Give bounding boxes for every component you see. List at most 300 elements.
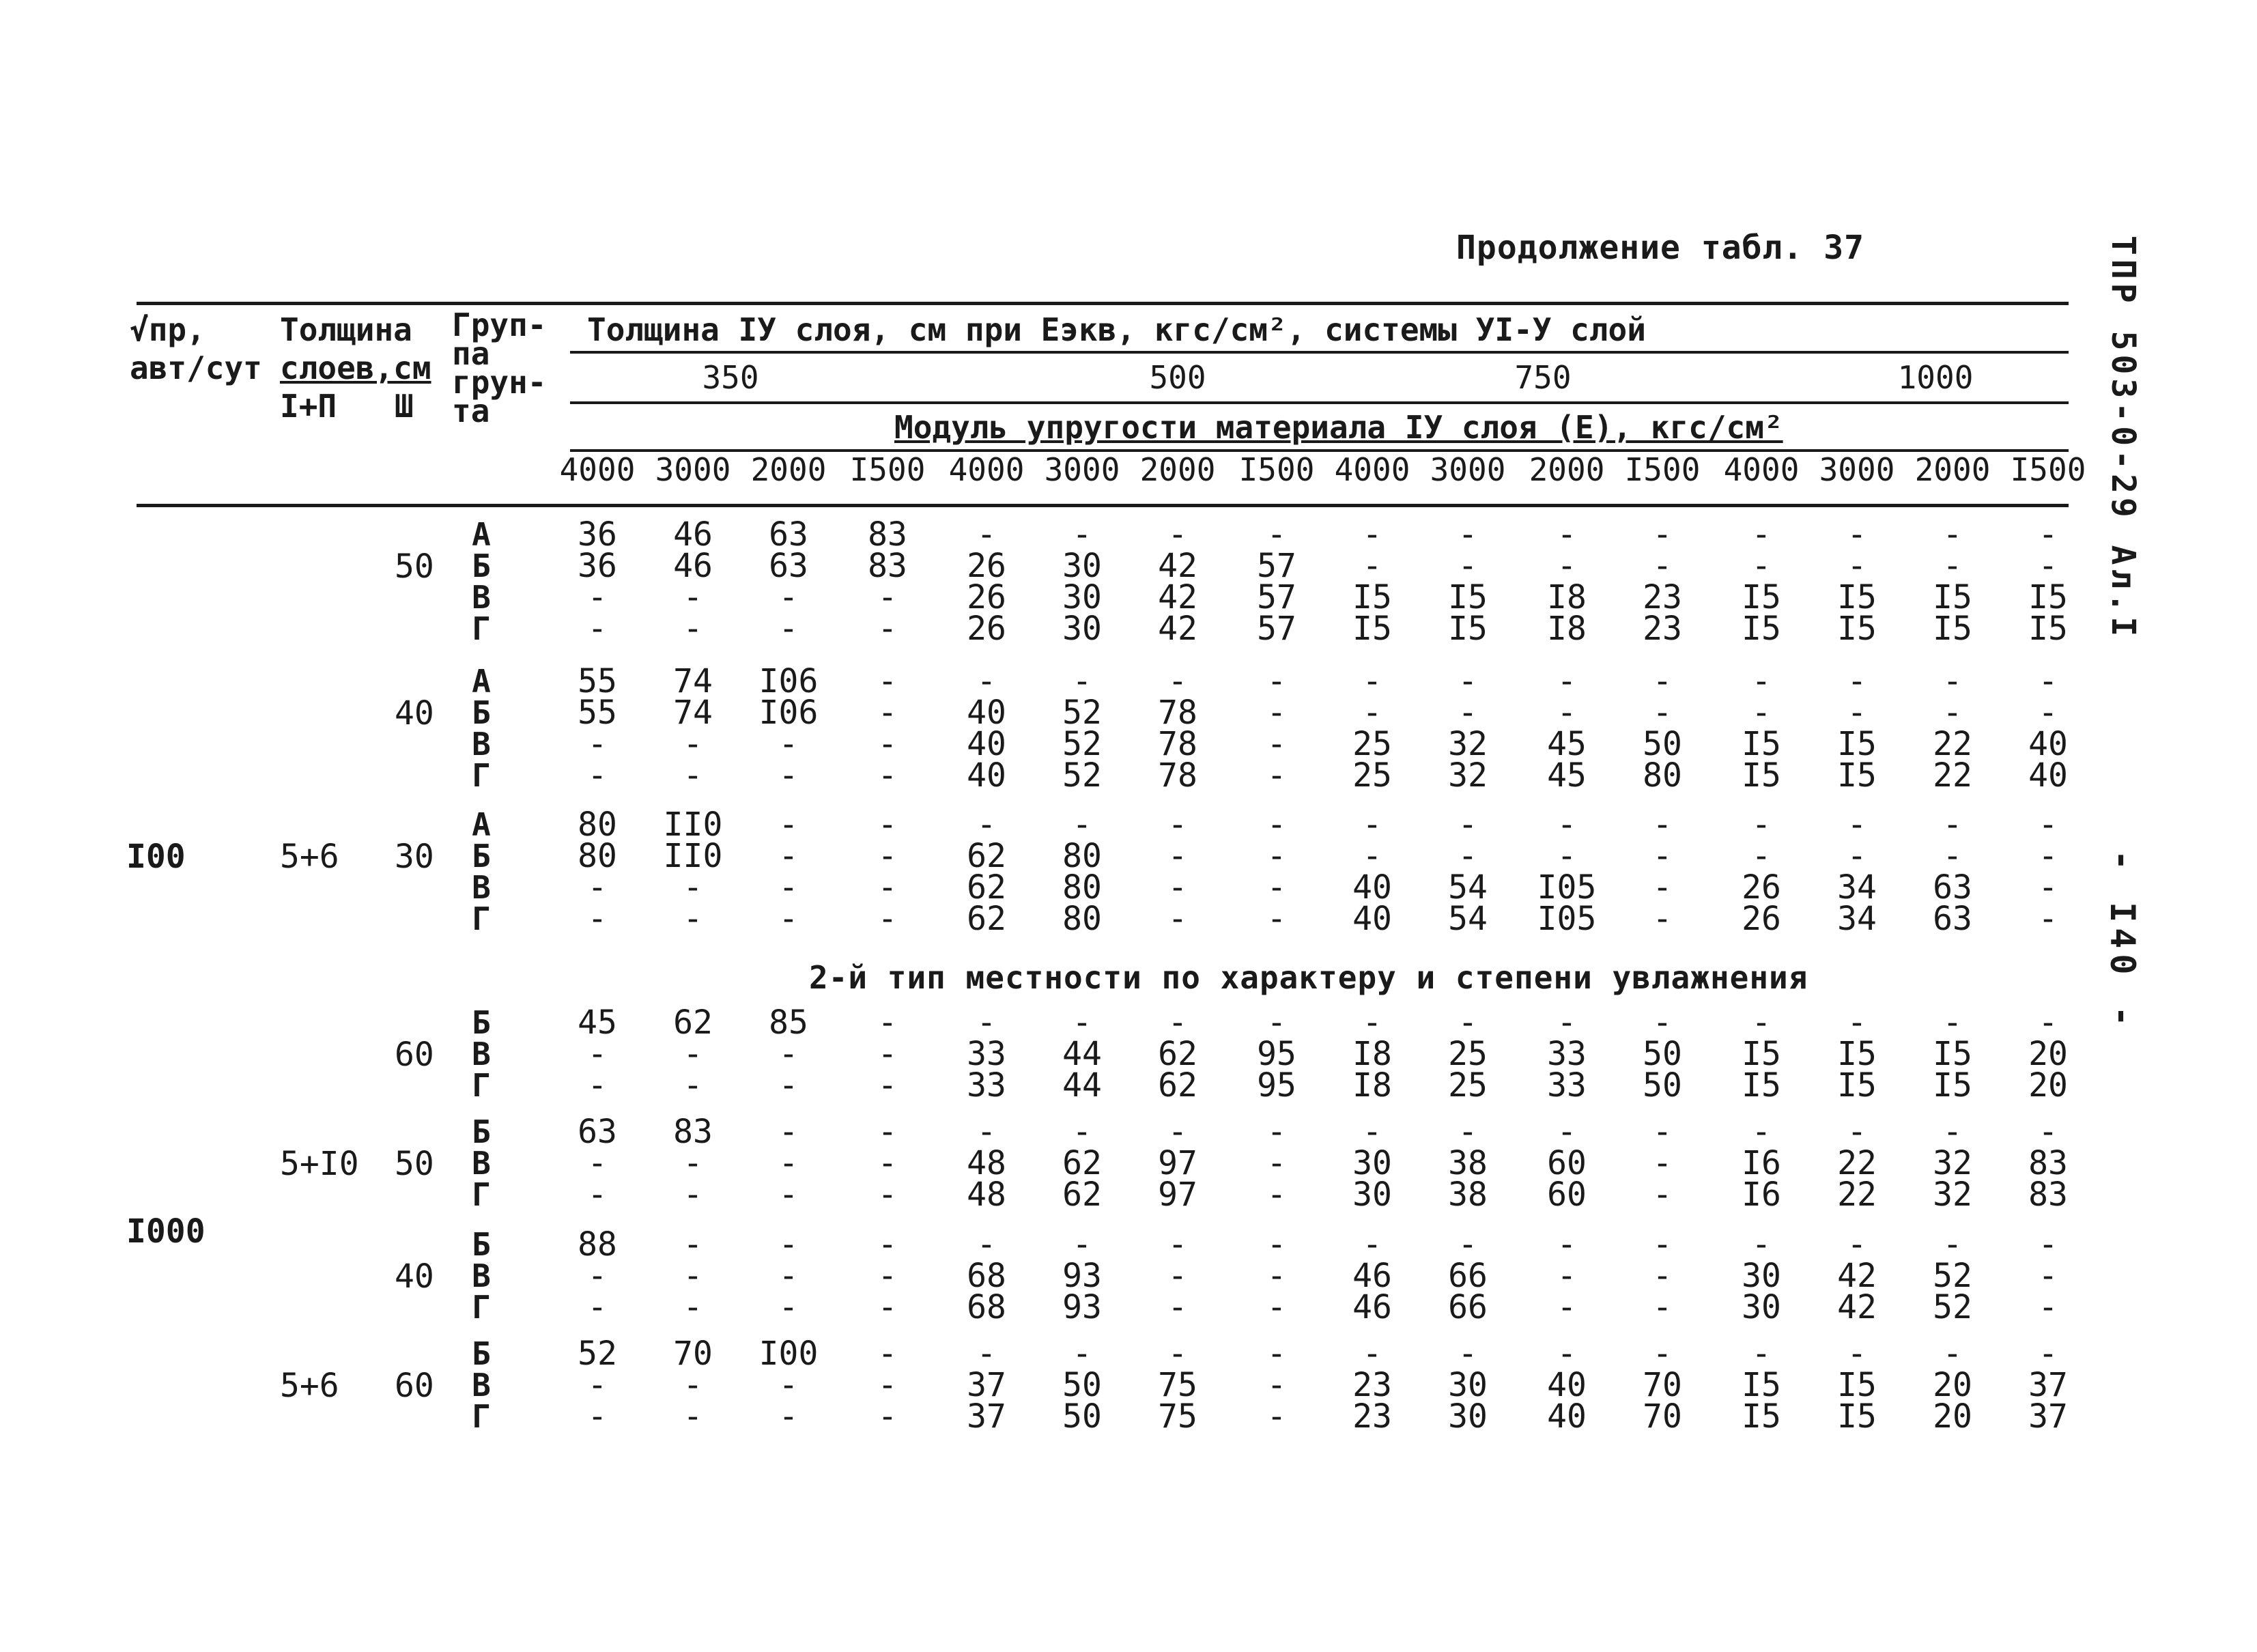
table-cell: - — [778, 837, 799, 875]
table-cell: - — [1362, 806, 1382, 844]
table-cell: I06 — [758, 694, 819, 732]
soil-group-label: Г — [472, 1067, 491, 1104]
table-cell: - — [1557, 1113, 1577, 1151]
table-cell: - — [1751, 806, 1772, 844]
table-cell: - — [683, 1288, 703, 1326]
table-cell: 48 — [967, 1144, 1006, 1182]
table-cell: - — [778, 1066, 799, 1105]
table-cell: - — [683, 1066, 703, 1105]
table-cell: 40 — [1547, 1397, 1587, 1436]
table-cell: 32 — [1448, 756, 1488, 795]
table-cell: 70 — [1643, 1366, 1682, 1404]
table-cell: - — [1362, 1335, 1382, 1373]
table-cell: 46 — [1352, 1288, 1392, 1326]
table-cell: - — [1652, 547, 1673, 585]
table-cell: - — [778, 756, 799, 795]
table-cell: 62 — [673, 1003, 713, 1042]
table-cell: I5 — [1837, 1397, 1877, 1436]
table-cell: I5 — [2028, 610, 2068, 648]
table-cell: - — [1557, 1257, 1577, 1295]
table-cell: - — [877, 1366, 898, 1404]
table-cell: - — [1557, 1225, 1577, 1264]
soil-group-label: Г — [472, 1289, 491, 1326]
table-cell: - — [587, 900, 608, 938]
table-cell: 37 — [2028, 1397, 2068, 1436]
table-cell: I5 — [1837, 756, 1877, 795]
table-cell: 52 — [1933, 1257, 1972, 1295]
table-cell: 30 — [1448, 1366, 1488, 1404]
table-cell: 50 — [1062, 1366, 1102, 1404]
header-e-value: 3000 — [1819, 451, 1895, 488]
header-e-value: 2000 — [1914, 451, 1991, 488]
table-cell: - — [1167, 1113, 1188, 1151]
table-cell: - — [1167, 1335, 1188, 1373]
table-cell: - — [1751, 837, 1772, 875]
table-cell: - — [1458, 1113, 1478, 1151]
table-cell: - — [1652, 1257, 1673, 1295]
table-cell: 62 — [1062, 1144, 1102, 1182]
table-cell: 23 — [1643, 610, 1682, 648]
table-cell: I05 — [1537, 900, 1597, 938]
header-e-value: 4000 — [559, 451, 636, 488]
header-rule-1 — [570, 351, 2069, 354]
header-n-line2: авт/сут — [130, 350, 262, 386]
table-cell: 75 — [1158, 1397, 1197, 1436]
table-cell: 46 — [1352, 1257, 1392, 1295]
table-cell: - — [1167, 868, 1188, 907]
row-thickness-3: 60 — [395, 1367, 434, 1405]
table-cell: - — [1942, 547, 1963, 585]
table-cell: 22 — [1933, 756, 1972, 795]
table-cell: - — [1942, 1003, 1963, 1042]
table-cell: 37 — [967, 1366, 1006, 1404]
table-cell: 48 — [967, 1176, 1006, 1214]
table-cell: 32 — [1933, 1144, 1972, 1182]
page-number: - I40 - — [2103, 850, 2142, 1032]
row-traffic-value: I00 — [126, 838, 186, 876]
table-cell: 30 — [1742, 1288, 1781, 1326]
table-cell: 42 — [1837, 1257, 1877, 1295]
soil-group-label: А — [472, 806, 491, 843]
table-cell: - — [683, 578, 703, 616]
table-cell: 30 — [1062, 578, 1102, 616]
table-cell: - — [1362, 1225, 1382, 1264]
table-cell: - — [1167, 837, 1188, 875]
table-cell: - — [1652, 837, 1673, 875]
table-cell: - — [1266, 1366, 1287, 1404]
table-cell: - — [587, 1144, 608, 1182]
table-cell: - — [1266, 662, 1287, 700]
table-cell: I5 — [1742, 578, 1781, 616]
table-cell: 54 — [1448, 900, 1488, 938]
table-cell: 83 — [868, 547, 907, 585]
header-e-value: 3000 — [1430, 451, 1506, 488]
table-cell: 34 — [1837, 868, 1877, 907]
table-cell: 85 — [769, 1003, 808, 1042]
table-cell: 40 — [1352, 900, 1392, 938]
table-cell: - — [1847, 1225, 1867, 1264]
table-cell: 66 — [1448, 1257, 1488, 1295]
table-cell: - — [1266, 1225, 1287, 1264]
table-cell: - — [1072, 1003, 1092, 1042]
section-note: 2-й тип местности по характеру и степени увлажнения — [809, 959, 1808, 996]
soil-group-label: В — [472, 579, 491, 616]
table-cell: 62 — [967, 868, 1006, 907]
table-cell: 62 — [1158, 1035, 1197, 1073]
table-cell: 55 — [578, 662, 617, 700]
row-thickness-3: 40 — [395, 1257, 434, 1296]
table-cell: - — [778, 1144, 799, 1182]
table-cell: - — [2038, 1003, 2058, 1042]
table-cell: - — [587, 1066, 608, 1105]
table-cell: 25 — [1448, 1035, 1488, 1073]
table-cell: 36 — [578, 515, 617, 554]
header-e-value: 2000 — [1139, 451, 1216, 488]
table-cell: - — [1942, 515, 1963, 554]
table-cell: - — [1362, 837, 1382, 875]
table-cell: - — [1072, 1113, 1092, 1151]
table-cell: 20 — [1933, 1366, 1972, 1404]
table-cell: - — [1072, 806, 1092, 844]
table-cell: - — [1652, 868, 1673, 907]
table-cell: - — [778, 725, 799, 763]
table-cell: - — [1167, 662, 1188, 700]
table-cell: 50 — [1062, 1397, 1102, 1436]
table-cell: - — [976, 1335, 997, 1373]
table-cell: - — [683, 1366, 703, 1404]
table-cell: - — [1266, 725, 1287, 763]
table-cell: 40 — [967, 725, 1006, 763]
table-cell: 26 — [1742, 900, 1781, 938]
soil-group-label: Г — [472, 900, 491, 937]
table-cell: - — [1847, 1003, 1867, 1042]
table-cell: - — [976, 1113, 997, 1151]
soil-group-label: В — [472, 1036, 491, 1072]
table-cell: - — [1652, 1176, 1673, 1214]
table-cell: - — [877, 1225, 898, 1264]
table-cell: - — [1167, 515, 1188, 554]
table-cell: - — [877, 578, 898, 616]
table-cell: I5 — [1742, 1035, 1781, 1073]
header-layer-3: Ш — [395, 388, 414, 425]
table-cell: 80 — [1062, 868, 1102, 907]
table-cell: - — [1458, 515, 1478, 554]
header-eq-500: 500 — [1149, 359, 1206, 396]
table-cell: 63 — [1933, 900, 1972, 938]
table-cell: - — [683, 1144, 703, 1182]
table-cell: - — [1942, 837, 1963, 875]
table-cell: - — [877, 1035, 898, 1073]
table-cell: - — [1266, 1176, 1287, 1214]
table-cell: - — [877, 756, 898, 795]
table-cell: 62 — [967, 900, 1006, 938]
table-cell: - — [1167, 900, 1188, 938]
table-cell: - — [683, 900, 703, 938]
table-cell: - — [2038, 515, 2058, 554]
table-cell: 25 — [1448, 1066, 1488, 1105]
table-cell: 26 — [967, 578, 1006, 616]
table-cell: 22 — [1837, 1176, 1877, 1214]
table-cell: - — [1557, 837, 1577, 875]
table-cell: - — [778, 1257, 799, 1295]
table-cell: - — [587, 725, 608, 763]
table-cell: - — [1266, 1003, 1287, 1042]
table-cell: 33 — [967, 1066, 1006, 1105]
table-cell: - — [1652, 694, 1673, 732]
table-cell: 33 — [1547, 1066, 1587, 1105]
table-cell: - — [587, 756, 608, 795]
table-cell: 52 — [578, 1335, 617, 1373]
table-cell: 52 — [1933, 1288, 1972, 1326]
table-cell: - — [1167, 806, 1188, 844]
table-cell: - — [1458, 1225, 1478, 1264]
table-cell: 37 — [2028, 1366, 2068, 1404]
header-group-line1: Груп- — [452, 307, 547, 343]
table-cell: - — [1266, 1335, 1287, 1373]
table-cell: - — [778, 1366, 799, 1404]
table-cell: - — [1266, 868, 1287, 907]
table-cell: I6 — [1742, 1144, 1781, 1182]
table-cell: 93 — [1062, 1257, 1102, 1295]
header-eq-1000: 1000 — [1897, 359, 1974, 396]
table-cell: 30 — [1062, 547, 1102, 585]
table-cell: - — [778, 578, 799, 616]
table-cell: - — [1652, 1225, 1673, 1264]
table-cell: - — [976, 515, 997, 554]
header-modulus-title: Модуль упругости материала IУ слоя (Е), кгс/см² — [894, 409, 1783, 446]
table-cell: - — [778, 1288, 799, 1326]
table-cell: - — [778, 1225, 799, 1264]
table-cell: - — [778, 1035, 799, 1073]
table-cell: II0 — [663, 837, 723, 875]
table-cell: I5 — [1742, 756, 1781, 795]
document-code: ТПР 503-0-29 Ал.I — [2104, 236, 2142, 641]
soil-group-label: В — [472, 726, 491, 763]
soil-group-label: А — [472, 516, 491, 553]
table-cell: 22 — [1933, 725, 1972, 763]
soil-group-label: Б — [472, 1004, 491, 1041]
table-cell: 80 — [1643, 756, 1682, 795]
header-group — [452, 307, 547, 429]
table-cell: 83 — [2028, 1144, 2068, 1182]
table-cell: 60 — [1547, 1144, 1587, 1182]
table-cell: 20 — [1933, 1397, 1972, 1436]
table-cell: 88 — [578, 1225, 617, 1264]
table-cell: - — [1942, 1225, 1963, 1264]
table-cell: - — [1557, 1288, 1577, 1326]
table-cell: - — [2038, 900, 2058, 938]
table-cell: - — [587, 610, 608, 648]
table-cell: 97 — [1158, 1176, 1197, 1214]
table-cell: I5 — [1448, 578, 1488, 616]
table-cell: I5 — [1742, 1397, 1781, 1436]
table-cell: - — [2038, 1288, 2058, 1326]
table-cell: - — [976, 662, 997, 700]
table-cell: I5 — [1933, 1035, 1972, 1073]
table-cell: - — [976, 1225, 997, 1264]
table-cell: - — [1266, 694, 1287, 732]
table-cell: 68 — [967, 1257, 1006, 1295]
table-cell: - — [683, 1176, 703, 1214]
soil-group-label: Г — [472, 1176, 491, 1213]
table-cell: 83 — [2028, 1176, 2068, 1214]
table-cell: - — [1266, 756, 1287, 795]
table-cell: 52 — [1062, 694, 1102, 732]
table-cell: - — [1942, 694, 1963, 732]
table-cell: - — [2038, 1113, 2058, 1151]
table-cell: I5 — [1837, 1066, 1877, 1105]
table-cell: 45 — [1547, 725, 1587, 763]
table-cell: 26 — [1742, 868, 1781, 907]
table-cell: - — [1942, 662, 1963, 700]
table-cell: I5 — [1837, 1035, 1877, 1073]
soil-group-label: Б — [472, 1113, 491, 1150]
soil-group-label: В — [472, 1367, 491, 1404]
table-cell: I8 — [1547, 610, 1587, 648]
table-cell: - — [1362, 1003, 1382, 1042]
soil-group-label: Б — [472, 1335, 491, 1372]
header-e-value: 4000 — [1723, 451, 1800, 488]
table-cell: - — [683, 1257, 703, 1295]
table-cell: I8 — [1352, 1066, 1392, 1105]
table-cell: - — [1557, 806, 1577, 844]
table-cell: - — [1458, 547, 1478, 585]
table-cell: - — [877, 1176, 898, 1214]
table-cell: 52 — [1062, 756, 1102, 795]
table-cell: - — [1652, 806, 1673, 844]
table-cell: 63 — [1933, 868, 1972, 907]
table-cell: - — [1458, 1003, 1478, 1042]
table-cell: - — [1751, 547, 1772, 585]
header-group-line3: грун- — [452, 364, 547, 401]
table-cell: - — [1847, 806, 1867, 844]
table-cell: - — [1072, 662, 1092, 700]
table-cell: 40 — [2028, 756, 2068, 795]
table-cell: - — [1652, 1113, 1673, 1151]
table-cell: - — [1557, 662, 1577, 700]
row-thickness-3: 30 — [395, 838, 434, 876]
table-cell: - — [1266, 1257, 1287, 1295]
table-cell: - — [877, 1257, 898, 1295]
soil-group-label: Б — [472, 838, 491, 874]
table-cell: 38 — [1448, 1144, 1488, 1182]
header-e-value: 4000 — [948, 451, 1025, 488]
table-cell: - — [778, 900, 799, 938]
soil-group-label: Г — [472, 1398, 491, 1435]
table-cell: - — [877, 1066, 898, 1105]
table-cell: - — [877, 725, 898, 763]
table-cell: 52 — [1062, 725, 1102, 763]
table-cell: - — [2038, 694, 2058, 732]
table-cell: 45 — [1547, 756, 1587, 795]
table-cell: I5 — [1742, 610, 1781, 648]
row-thickness-12: 5+I0 — [280, 1145, 359, 1183]
table-cell: 63 — [769, 515, 808, 554]
table-cell: - — [2038, 662, 2058, 700]
table-cell: 40 — [2028, 725, 2068, 763]
table-cell: - — [1072, 1225, 1092, 1264]
table-cell: - — [1751, 515, 1772, 554]
table-cell: - — [587, 1397, 608, 1436]
table-cell: - — [1266, 806, 1287, 844]
row-thickness-3: 50 — [395, 1145, 434, 1183]
table-cell: 40 — [1547, 1366, 1587, 1404]
table-cell: - — [1652, 1003, 1673, 1042]
header-bottom-rule — [137, 504, 2069, 507]
table-cell: - — [587, 1366, 608, 1404]
table-cell: I8 — [1352, 1035, 1392, 1073]
table-cell: - — [1266, 515, 1287, 554]
table-cell: - — [1847, 837, 1867, 875]
table-cell: I5 — [2028, 578, 2068, 616]
table-cell: - — [877, 1113, 898, 1151]
header-n — [130, 311, 262, 387]
table-cell: 57 — [1257, 610, 1296, 648]
table-cell: 44 — [1062, 1066, 1102, 1105]
table-cell: - — [1458, 662, 1478, 700]
table-cell: - — [587, 1288, 608, 1326]
table-cell: 62 — [967, 837, 1006, 875]
table-cell: - — [1557, 547, 1577, 585]
table-cell: - — [778, 868, 799, 907]
header-e-value: I500 — [2010, 451, 2086, 488]
table-cell: I06 — [758, 662, 819, 700]
header-e-value: I500 — [849, 451, 926, 488]
header-group-line2: па — [452, 335, 490, 372]
table-cell: - — [778, 1113, 799, 1151]
table-cell: 40 — [1352, 868, 1392, 907]
table-cell: - — [2038, 806, 2058, 844]
table-cell: - — [1266, 900, 1287, 938]
table-cell: I05 — [1537, 868, 1597, 907]
table-cell: 63 — [769, 547, 808, 585]
table-cell: 26 — [967, 610, 1006, 648]
header-e-value: 3000 — [655, 451, 731, 488]
table-cell: - — [877, 868, 898, 907]
table-cell: - — [1652, 1144, 1673, 1182]
table-cell: 30 — [1448, 1397, 1488, 1436]
table-cell: 37 — [967, 1397, 1006, 1436]
table-cell: - — [587, 1257, 608, 1295]
table-cell: - — [1751, 1113, 1772, 1151]
table-cell: 23 — [1352, 1397, 1392, 1436]
table-cell: 25 — [1352, 756, 1392, 795]
header-thickness-sub: слоев,см — [280, 350, 431, 386]
table-cell: - — [1942, 1335, 1963, 1373]
table-cell: 78 — [1158, 694, 1197, 732]
soil-group-label: Б — [472, 694, 491, 731]
table-cell: - — [1362, 1113, 1382, 1151]
table-cell: - — [683, 725, 703, 763]
table-cell: 83 — [673, 1113, 713, 1151]
table-cell: 40 — [967, 694, 1006, 732]
table-cell: 42 — [1158, 610, 1197, 648]
table-cell: 50 — [1643, 725, 1682, 763]
table-cell: 80 — [1062, 837, 1102, 875]
table-cell: I5 — [1352, 578, 1392, 616]
table-cell: - — [1652, 1288, 1673, 1326]
table-cell: - — [1266, 837, 1287, 875]
table-cell: 57 — [1257, 578, 1296, 616]
table-cell: - — [877, 1335, 898, 1373]
table-cell: 42 — [1837, 1288, 1877, 1326]
table-cell: - — [683, 756, 703, 795]
table-cell: 63 — [578, 1113, 617, 1151]
table-cell: - — [587, 1035, 608, 1073]
table-cell: - — [1362, 547, 1382, 585]
table-cell: 30 — [1742, 1257, 1781, 1295]
soil-group-label: В — [472, 1145, 491, 1182]
